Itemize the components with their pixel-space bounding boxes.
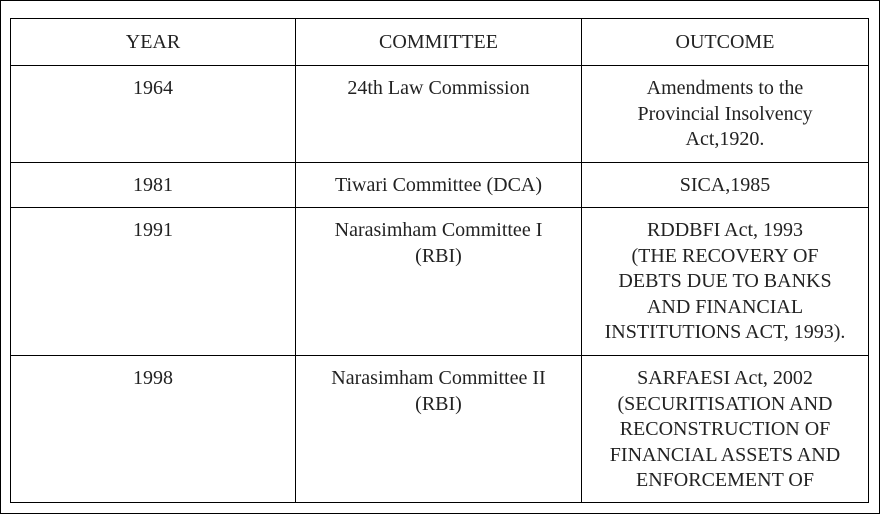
cell-committee: Narasimham Committee II (RBI) xyxy=(296,356,582,503)
cell-committee: Narasimham Committee I (RBI) xyxy=(296,208,582,356)
cell-outcome: Amendments to the Provincial Insolvency Act,1920. xyxy=(582,66,869,163)
header-outcome: OUTCOME xyxy=(582,19,869,66)
table-header-row xyxy=(11,19,869,66)
table-row xyxy=(11,163,869,208)
committees-table xyxy=(10,18,869,503)
header-year: YEAR xyxy=(11,19,296,66)
cell-outcome: RDDBFI Act, 1993 (THE RECOVERY OF DEBTS DUE TO BANKS AND FINANCIAL INSTITUTIONS ACT, 1993). xyxy=(582,208,869,356)
table-row xyxy=(11,208,869,356)
cell-year: 1991 xyxy=(11,208,296,356)
cell-year: 1964 xyxy=(11,66,296,163)
header-committee: COMMITTEE xyxy=(296,19,582,66)
table-row xyxy=(11,356,869,503)
cell-committee: Tiwari Committee (DCA) xyxy=(296,163,582,208)
cell-year: 1981 xyxy=(11,163,296,208)
table-row xyxy=(11,66,869,163)
cell-outcome: SICA,1985 xyxy=(582,163,869,208)
cell-outcome: SARFAESI Act, 2002 (SECURITISATION AND RECONSTRUCTION OF FINANCIAL ASSETS AND ENFORCEMENT OF xyxy=(582,356,869,503)
cell-committee: 24th Law Commission xyxy=(296,66,582,163)
cell-year: 1998 xyxy=(11,356,296,503)
